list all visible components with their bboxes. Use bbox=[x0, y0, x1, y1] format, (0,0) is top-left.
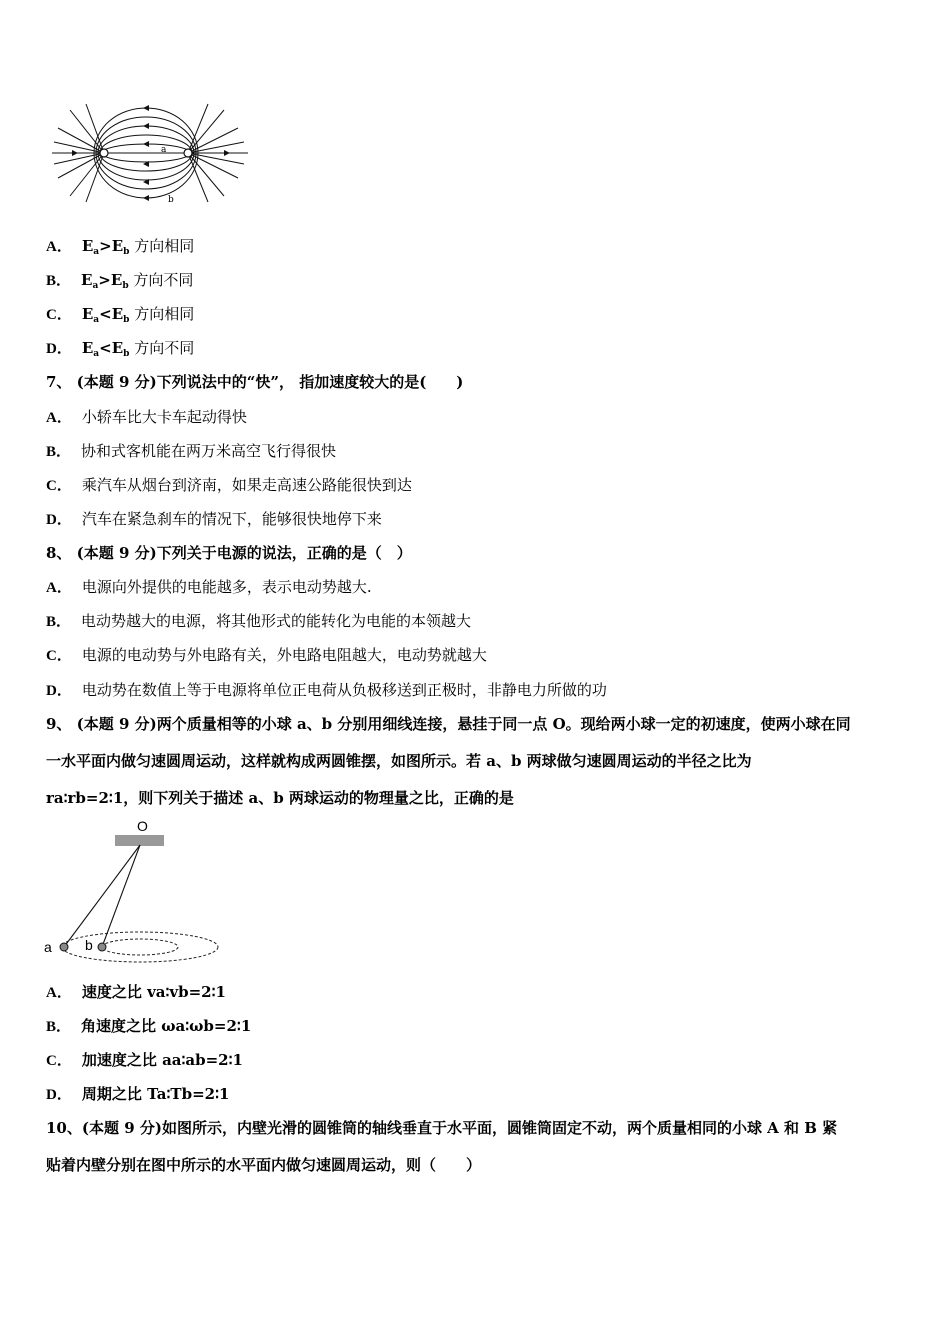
electric-field-figure bbox=[48, 100, 253, 205]
q8-option-a: A． 电源向外提供的电能越多，表示电动势越大. bbox=[46, 578, 372, 596]
q6-option-b: B． $E_a>E_b$ 方向不同 bbox=[46, 271, 194, 291]
q9-stem-line1: 9、 (本题 9 分)两个质量相等的小球 a、b 分别用细线连接，悬挂于同一点 O。现给两小球一定的初速度，使两小球在同 bbox=[46, 715, 851, 733]
q6-option-a: A． $E_a>E_b$ 方向相同 bbox=[46, 237, 195, 257]
q6-option-d: D． $E_a<E_b$ 方向不同 bbox=[46, 339, 195, 359]
q9-stem-line3: ra∶rb=2∶1，则下列关于描述 a、b 两球运动的物理量之比，正确的是 bbox=[46, 789, 514, 807]
q9-stem-line2: 一水平面内做匀速圆周运动，这样就构成两圆锥摆，如图所示。若 a、b 两球做匀速圆周运动的半径之比为 bbox=[46, 752, 752, 770]
q6-option-c: C． $E_a<E_b$ 方向相同 bbox=[46, 305, 195, 325]
q9-option-d: D． 周期之比 Ta∶Tb=2∶1 bbox=[46, 1085, 230, 1103]
q9-option-c: C． 加速度之比 aa∶ab=2∶1 bbox=[46, 1051, 243, 1069]
ball-b bbox=[98, 943, 106, 951]
left-charge bbox=[100, 149, 108, 157]
ball-b-label: b bbox=[85, 937, 93, 953]
q10-stem-line1: 10、(本题 9 分)如图所示，内壁光滑的圆锥筒的轴线垂直于水平面，圆锥筒固定不动，两个质量相同的小球 A 和 B 紧 bbox=[46, 1119, 838, 1137]
q8-option-d: D． 电动势在数值上等于电源将单位正电荷从负极移送到正极时，非静电力所做的功 bbox=[46, 681, 607, 699]
ball-a bbox=[60, 943, 68, 951]
q7-option-a: A． 小轿车比大卡车起动得快 bbox=[46, 408, 247, 426]
q10-stem-line2: 贴着内壁分别在图中所示的水平面内做匀速圆周运动，则（ ） bbox=[46, 1156, 482, 1174]
q9-option-a: A． 速度之比 va∶vb=2∶1 bbox=[46, 983, 226, 1001]
q8-option-c: C． 电源的电动势与外电路有关，外电路电阻越大，电动势就越大 bbox=[46, 646, 487, 664]
q9-option-b: B． 角速度之比 ωa∶ωb=2∶1 bbox=[46, 1017, 252, 1035]
point-a-label: a bbox=[161, 145, 167, 155]
q8-option-b: B． 电动势越大的电源，将其他形式的能转化为电能的本领越大 bbox=[46, 612, 472, 630]
ball-a-label: a bbox=[44, 939, 52, 955]
right-charge bbox=[184, 149, 192, 157]
q7-option-d: D． 汽车在紧急刹车的情况下，能够很快地停下来 bbox=[46, 510, 382, 528]
q7-option-c: C． 乘汽车从烟台到济南，如果走高速公路能很快到达 bbox=[46, 476, 412, 494]
q7-option-b: B． 协和式客机能在两万米高空飞行得很快 bbox=[46, 442, 337, 460]
point-o-label: O bbox=[137, 818, 148, 834]
point-b-label: b bbox=[168, 195, 174, 205]
conical-pendulum-figure bbox=[40, 815, 225, 965]
q7-stem: 7、 (本题 9 分)下列说法中的“快”， 指加速度较大的是( ) bbox=[46, 373, 464, 391]
q8-stem: 8、 (本题 9 分)下列关于电源的说法，正确的是（ ） bbox=[46, 544, 412, 562]
ceiling-support bbox=[115, 835, 164, 846]
